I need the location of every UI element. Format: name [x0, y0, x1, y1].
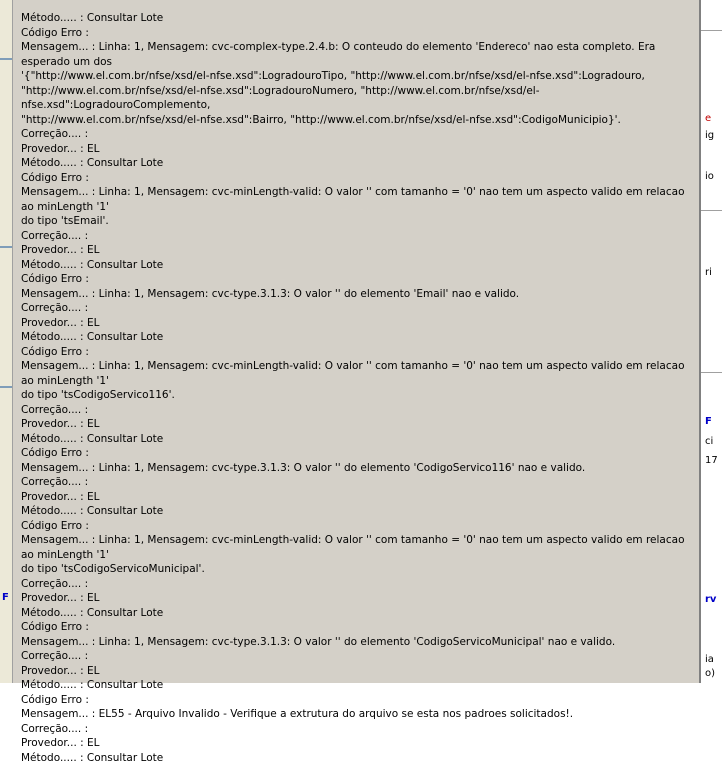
background-text-fragment: e: [705, 113, 711, 124]
log-line: Provedor... : EL: [21, 591, 697, 606]
log-line: Método..... : Consultar Lote: [21, 258, 697, 273]
background-text-fragment: ig: [705, 130, 714, 141]
log-line: Provedor... : EL: [21, 243, 697, 258]
log-line: Provedor... : EL: [21, 316, 697, 331]
log-line: Mensagem... : Linha: 1, Mensagem: cvc-minLength-valid: O valor '' com tamanho = '0' nao tem um aspecto valido em relacao ao minLength '1': [21, 533, 697, 562]
log-line: Código Erro :: [21, 620, 697, 635]
background-text-fragment: o): [705, 668, 715, 679]
log-line: Provedor... : EL: [21, 142, 697, 157]
log-line: Mensagem... : Linha: 1, Mensagem: cvc-minLength-valid: O valor '' com tamanho = '0' nao tem um aspecto valido em relacao ao minLength '1': [21, 359, 697, 388]
background-text-fragment: ri: [705, 267, 712, 278]
log-line: "http://www.el.com.br/nfse/xsd/el-nfse.xsd":Bairro, "http://www.el.com.br/nfse/xsd/el-nfse.xsd":CodigoMunicipio}'.: [21, 113, 697, 128]
error-log-text[interactable]: [21, 11, 697, 765]
log-line: Provedor... : EL: [21, 736, 697, 751]
log-line: Código Erro :: [21, 446, 697, 461]
log-line: Código Erro :: [21, 171, 697, 186]
log-line: Código Erro :: [21, 272, 697, 287]
log-line: Método..... : Consultar Lote: [21, 751, 697, 765]
log-line: Método..... : Consultar Lote: [21, 432, 697, 447]
background-divider: [0, 58, 12, 60]
log-line: "http://www.el.com.br/nfse/xsd/el-nfse.xsd":LogradouroNumero, "http://www.el.com.br/nfse/xsd/el-nfse.xsd":LogradouroComplemento,: [21, 84, 697, 113]
log-line: '{"http://www.el.com.br/nfse/xsd/el-nfse.xsd":LogradouroTipo, "http://www.el.com.br/nfse/xsd/el-nfse.xsd":Logradouro,: [21, 69, 697, 84]
log-line: Mensagem... : Linha: 1, Mensagem: cvc-type.3.1.3: O valor '' do elemento 'CodigoServico116' nao e valido.: [21, 461, 697, 476]
log-line: Mensagem... : Linha: 1, Mensagem: cvc-type.3.1.3: O valor '' do elemento 'CodigoServicoMunicipal' nao e valido.: [21, 635, 697, 650]
log-line: Correção.... :: [21, 403, 697, 418]
background-text-fragment: F: [705, 416, 712, 427]
background-text-fragment: io: [705, 171, 714, 182]
background-text-fragment: ci: [705, 436, 713, 447]
log-line: Correção.... :: [21, 301, 697, 316]
log-line: Provedor... : EL: [21, 664, 697, 679]
log-line: Mensagem... : Linha: 1, Mensagem: cvc-type.3.1.3: O valor '' do elemento 'Email' nao e valido.: [21, 287, 697, 302]
background-window-left-strip: [0, 0, 13, 683]
log-line: Correção.... :: [21, 229, 697, 244]
log-line: Correção.... :: [21, 577, 697, 592]
log-line: Código Erro :: [21, 26, 697, 41]
log-line: do tipo 'tsCodigoServicoMunicipal'.: [21, 562, 697, 577]
log-line: Método..... : Consultar Lote: [21, 11, 697, 26]
log-line: Mensagem... : Linha: 1, Mensagem: cvc-complex-type.2.4.b: O conteudo do elemento 'Endereco' nao esta completo. Era esperado um dos: [21, 40, 697, 69]
log-line: Método..... : Consultar Lote: [21, 606, 697, 621]
background-divider: [0, 386, 12, 388]
log-line: Correção.... :: [21, 127, 697, 142]
log-line: Método..... : Consultar Lote: [21, 330, 697, 345]
background-text-fragment: F: [2, 592, 9, 603]
log-line: do tipo 'tsCodigoServico116'.: [21, 388, 697, 403]
log-line: Código Erro :: [21, 693, 697, 708]
log-line: Método..... : Consultar Lote: [21, 504, 697, 519]
log-line: Código Erro :: [21, 345, 697, 360]
log-line: Método..... : Consultar Lote: [21, 678, 697, 693]
background-text-fragment: rv: [705, 594, 716, 605]
log-line: Método..... : Consultar Lote: [21, 156, 697, 171]
log-line: Correção.... :: [21, 722, 697, 737]
log-line: do tipo 'tsEmail'.: [21, 214, 697, 229]
log-line: Provedor... : EL: [21, 490, 697, 505]
log-line: Correção.... :: [21, 649, 697, 664]
background-divider: [0, 246, 12, 248]
background-text-fragment: 17: [705, 455, 718, 466]
log-line: Código Erro :: [21, 519, 697, 534]
background-text-fragment: ia: [705, 654, 714, 665]
log-line: Correção.... :: [21, 475, 697, 490]
background-window-right-strip: [700, 0, 722, 683]
log-line: Provedor... : EL: [21, 417, 697, 432]
error-message-dialog: [13, 0, 700, 683]
log-line: Mensagem... : EL55 - Arquivo Invalido - Verifique a extrutura do arquivo se esta nos padroes solicitados!.: [21, 707, 697, 722]
log-line: Mensagem... : Linha: 1, Mensagem: cvc-minLength-valid: O valor '' com tamanho = '0' nao tem um aspecto valido em relacao ao minLength '1': [21, 185, 697, 214]
